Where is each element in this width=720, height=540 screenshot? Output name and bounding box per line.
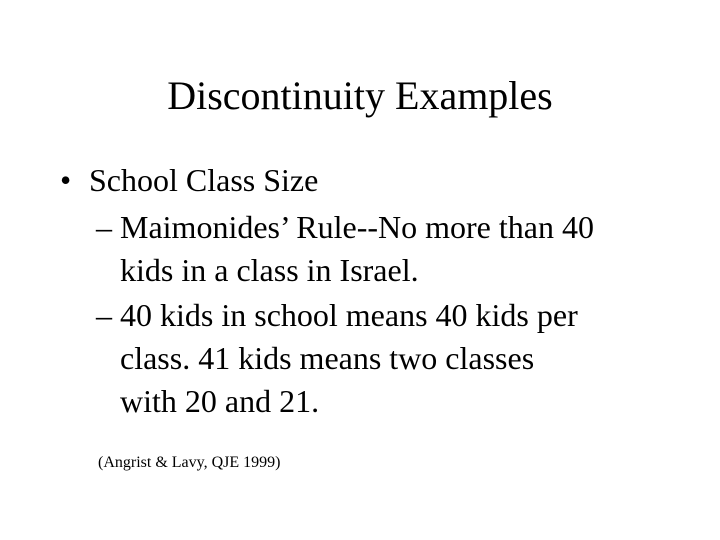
sub-bullet-line: Maimonides’ Rule--No more than 40 bbox=[120, 209, 594, 245]
dash-icon: – bbox=[96, 209, 112, 245]
sub-bullet-line: with 20 and 21. bbox=[120, 383, 320, 419]
sub-bullet-line: 40 kids in school means 40 kids per bbox=[120, 297, 578, 333]
sub-bullet-line: kids in a class in Israel. bbox=[120, 252, 419, 288]
sub-bullet-forty-kids bbox=[96, 294, 578, 423]
citation: (Angrist & Lavy, QJE 1999) bbox=[98, 454, 281, 471]
bullet-icon: • bbox=[60, 162, 72, 198]
bullet-item-label: School Class Size bbox=[89, 162, 319, 198]
sub-bullet-maimonides-rule bbox=[96, 206, 594, 292]
slide-title: Discontinuity Examples bbox=[167, 73, 553, 118]
dash-icon: – bbox=[96, 297, 112, 333]
sub-bullet-line: class. 41 kids means two classes bbox=[120, 340, 535, 376]
